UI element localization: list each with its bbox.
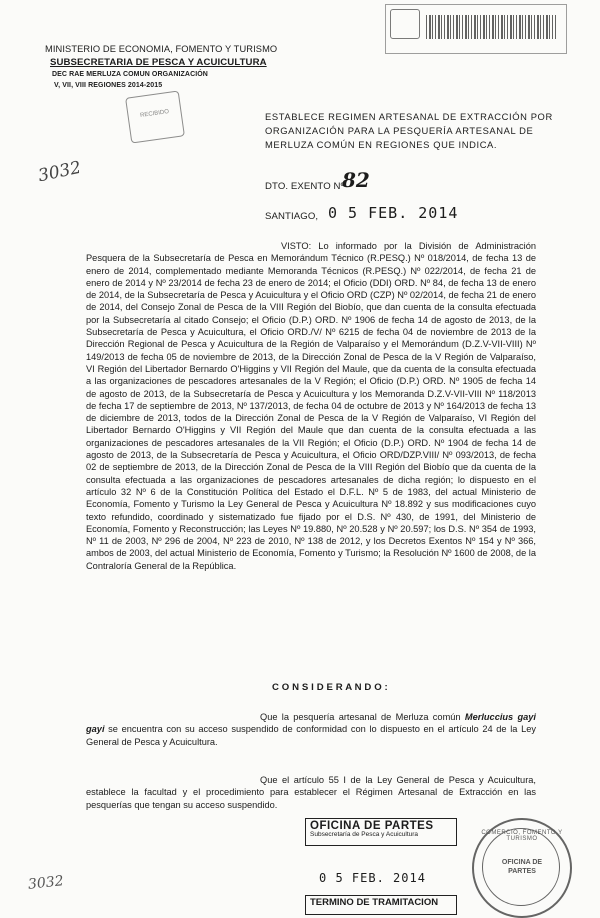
- considerando-first-text: Que la pesquería artesanal de Merluza común: [260, 712, 465, 722]
- decree-title: ESTABLECE REGIMEN ARTESANAL DE EXTRACCIÓN POR ORGANIZACIÓN PARA LA PESQUERÍA ARTESANAL DE MERLUZA COMÚN EN REGIONES QUE INDICA.: [265, 111, 553, 150]
- place-label: SANTIAGO,: [265, 211, 319, 222]
- considerando-heading: C O N S I D E R A N D O :: [272, 682, 388, 693]
- subsecretaria-name: SUBSECRETARIA DE PESCA Y ACUICULTURA: [50, 57, 267, 68]
- handwritten-number: 3032: [36, 157, 83, 187]
- round-seal-center: OFICINA DE PARTES: [501, 859, 543, 875]
- considerando-first: [86, 711, 536, 748]
- visto-paragraph: VISTO: Lo informado por la División de Administración Pesquera de la Subsecretaría de Pesca en Memorándum Técnico (R.PESQ.) Nº 018/2014, de fecha 13 de enero de 2014, complementado mediante Memoranda Técnicos (R.PESQ.) Nº 022/2014, de fecha 21 de enero de 2014 y Nº 23/2014 de fecha 23 de enero de 2014; el Oficio (DDI) ORD. Nº 84, de fecha 13 de enero de 2014, de la Subsecretaría de Pesca y Acuicultura y el Oficio ORD (CZP) Nº 02/2014, de fecha 21 de enero de 2014, del Consejo Zonal de Pesca de la VIII Región del Biobío, que dan cuenta de la consulta efectuada por la Subsecretaría al citado Consejo; el Oficio (D.P.) ORD. Nº 1906 de fecha 14 de agosto de 2013, de la Subsecretaría de Pesca y Acuicultura, el Oficio ORD./V/ Nº 6215 de fecha 04 de noviembre de 2013 de la Dirección Regional de Pesca y Acuicultura de la Región de Valparaíso y el Memorándum (D.Z.V-VII-VIII) Nº 149/2013 de fecha 05 de noviembre de 2013, de la Dirección Zonal de Pesca de la V Región de Valparaíso, VI Región del Libertador Bernardo O'Higgins y VII Región del Maule, que da cuenta de la consulta efectuada a las organizaciones de pescadores artesanales de la V Región; el Oficio (D.P.) ORD. Nº 1905 de fecha 14 de agosto de 2013, de la Subsecretaría de Pesca y Acuicultura y los Memoranda D.Z.V-VII-VIII Nº 118/2013 de fecha 17 de septiembre de 2013, Nº 137/2013, de fecha 04 de octubre de 2013 y Nº 164/2013 de fecha 13 de diciembre de 2013, todos de la Dirección Zonal de Pesca de la V Región de Valparaíso, VI Región del Libertador Bernardo O'Higgins y VII Región del Maule que dan cuenta de la consulta efectuada a las organizaciones de pescadores artesanales de la VII Región; el Oficio (D.P.) ORD. Nº 1904 de fecha 14 de agosto de 2013, de la Subsecretaría de Pesca y Acuicultura, el Oficio ORD/DZP.VIII/ Nº 093/2013, de fecha 02 de septiembre de 2013, de la Dirección Zonal de Pesca de la VIII Región del Biobío que da cuenta de la consulta efectuada a las organizaciones de pescadores artesanales de dicha región; lo dispuesto en el artículo 32 Nº 6 de la Constitución Política del Estado el D.F.L. Nº 5 de 1983, del actual Ministerio de Economía, Fomento y Turismo la Ley General de Pesca y Acuicultura Nº 18.892 y sus modificaciones cuyo texto refundido, coordinado y sistematizado fue fijado por el D.S. Nº 430, de 1991, del Ministerio de Economía, Fomento y Reconstrucción; las Leyes Nº 19.880, Nº 20.528 y Nº 20.597; los D.S. Nº 354 de 1993, Nº 11 de 2003, Nº 296 de 2004, Nº 223 de 2010, Nº 138 de 2012, y los Decretos Exentos Nº 154 y Nº 366, ambos de 2003, del actual Ministerio de Economía, Fomento y Turismo; la Resolución Nº 1600 de 2008, de la Contraloría General de la República.: [86, 241, 536, 571]
- decree-date: 0 5 FEB. 2014: [328, 204, 459, 222]
- received-stamp: [125, 90, 185, 143]
- species-name: Merluccius gayi gayi: [86, 712, 536, 735]
- considerando-second: Que el artículo 55 I de la Ley General de Pesca y Acuicultura, establece la facultad y el procedimiento para establecer el Régimen Artesanal de Extracción en las pesquerías que tengan su acceso suspendido.: [86, 775, 536, 810]
- emblem-icon: [390, 9, 420, 39]
- decree-label: DTO. EXENTO Nº: [265, 181, 345, 192]
- barcode: [426, 15, 556, 39]
- office-stamp-sub: Subsecretaría de Pesca y Acuicultura: [310, 831, 419, 838]
- considerando-first-rest: se encuentra con su acceso suspendido de conformidad con lo dispuesto en el artículo 24 de la Ley General de Pesca y Acuicultura.: [86, 724, 536, 747]
- office-stamp-footer: TERMINO DE TRAMITACION: [305, 895, 457, 915]
- round-seal: [472, 818, 572, 918]
- decree-reference: DEC RAE MERLUZA COMUN ORGANIZACIÓN: [52, 71, 208, 78]
- received-stamp-text: RECIBIDO: [139, 109, 170, 120]
- office-stamp-title: OFICINA DE PARTES: [310, 820, 434, 832]
- barcode-box: [385, 4, 567, 54]
- office-stamp: [305, 818, 457, 918]
- office-stamp-date: 0 5 FEB. 2014: [319, 871, 426, 885]
- decree-number: 82: [342, 168, 370, 192]
- regions-reference: V, VII, VIII REGIONES 2014-2015: [54, 82, 163, 89]
- ministry-name: MINISTERIO DE ECONOMIA, FOMENTO Y TURISMO: [45, 44, 278, 54]
- handwritten-note: 3032: [27, 873, 65, 893]
- round-seal-text: COMERCIO, FOMENTO Y TURISMO: [481, 830, 563, 842]
